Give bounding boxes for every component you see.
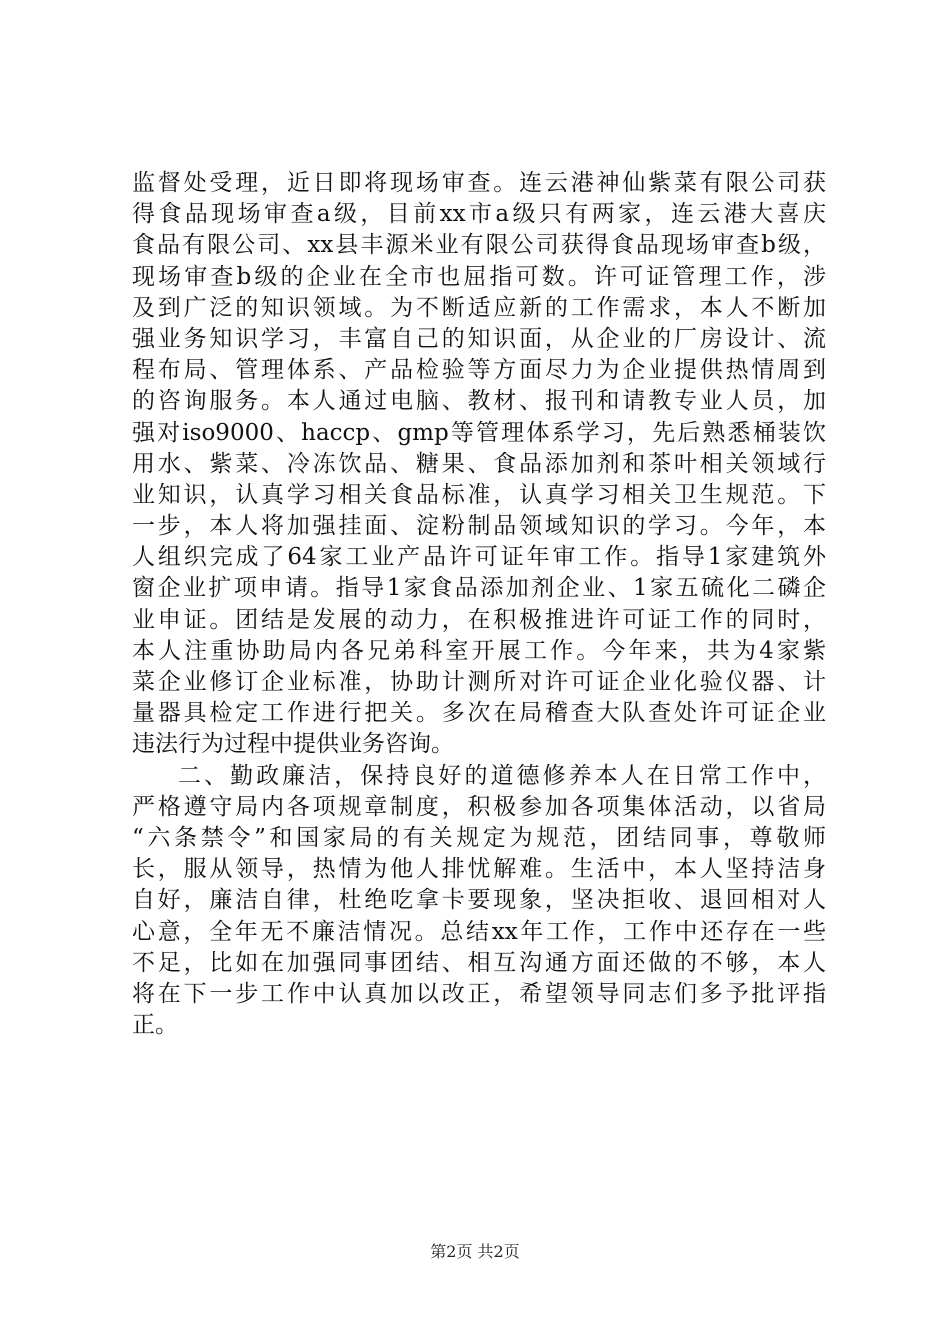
text-line: 业申证。团结是发展的动力，在积极推进许可证工作的同时， <box>132 606 826 633</box>
text-line: 强业务知识学习，丰富自己的知识面，从企业的厂房设计、流 <box>132 325 826 352</box>
text-line: 不足，比如在加强同事团结、相互沟通方面还做的不够，本人 <box>132 949 826 976</box>
text-line: 强对iso9000、haccp、gmp等管理体系学习，先后熟悉桶装饮 <box>132 419 826 446</box>
text-line: 本人注重协助局内各兄弟科室开展工作。今年来，共为4家紫 <box>132 637 826 664</box>
text-line: 长，服从领导，热情为他人排忧解难。生活中，本人坚持洁身 <box>132 856 826 883</box>
text-line: 正。 <box>132 1012 178 1039</box>
text-line: 窗企业扩项申请。指导1家食品添加剂企业、1家五硫化二磷企 <box>132 575 826 602</box>
page-number-footer: 第2页 共2页 <box>430 1242 520 1261</box>
text-line: 的咨询服务。本人通过电脑、教材、报刊和请教专业人员，加 <box>132 388 826 415</box>
text-line: “六条禁令”和国家局的有关规定为规范，团结同事，尊敬师 <box>132 824 826 851</box>
text-line: 监督处受理，近日即将现场审查。连云港神仙紫菜有限公司获 <box>132 170 826 196</box>
document-body <box>132 168 826 1041</box>
text-line: 菜企业修订企业标准，协助计测所对许可证企业化验仪器、计 <box>132 669 826 695</box>
text-line: 食品有限公司、xx县丰源米业有限公司获得食品现场审查b级， <box>132 232 826 259</box>
text-line: 量器具检定工作进行把关。多次在局稽查大队查处许可证企业 <box>132 700 826 727</box>
text-line: 一步，本人将加强挂面、淀粉制品领域知识的学习。今年，本 <box>132 513 826 540</box>
text-line: 将在下一步工作中认真加以改正，希望领导同志们多予批评指 <box>132 980 826 1007</box>
text-line: 现场审查b级的企业在全市也屈指可数。许可证管理工作，涉 <box>132 263 826 290</box>
text-line: 业知识，认真学习相关食品标准，认真学习相关卫生规范。下 <box>132 481 826 508</box>
text-line: 心意，全年无不廉洁情况。总结xx年工作，工作中还存在一些 <box>132 918 826 945</box>
text-line: 用水、紫菜、冷冻饮品、糖果、食品添加剂和茶叶相关领域行 <box>132 450 826 477</box>
text-line: 人组织完成了64家工业产品许可证年审工作。指导1家建筑外 <box>132 544 826 571</box>
section-heading-line: 二、勤政廉洁，保持良好的道德修养本人在日常工作中， <box>178 762 826 789</box>
text-line: 程布局、管理体系、产品检验等方面尽力为企业提供热情周到 <box>132 357 826 384</box>
text-line: 自好，廉洁自律，杜绝吃拿卡要现象，坚决拒收、退回相对人 <box>132 887 826 914</box>
text-line: 得食品现场审查a级，目前xx市a级只有两家，连云港大喜庆 <box>132 201 826 228</box>
text-line: 及到广泛的知识领域。为不断适应新的工作需求，本人不断加 <box>132 294 826 321</box>
text-line: 严格遵守局内各项规章制度，积极参加各项集体活动，以省局 <box>132 793 826 820</box>
text-line: 违法行为过程中提供业务咨询。 <box>132 731 454 758</box>
